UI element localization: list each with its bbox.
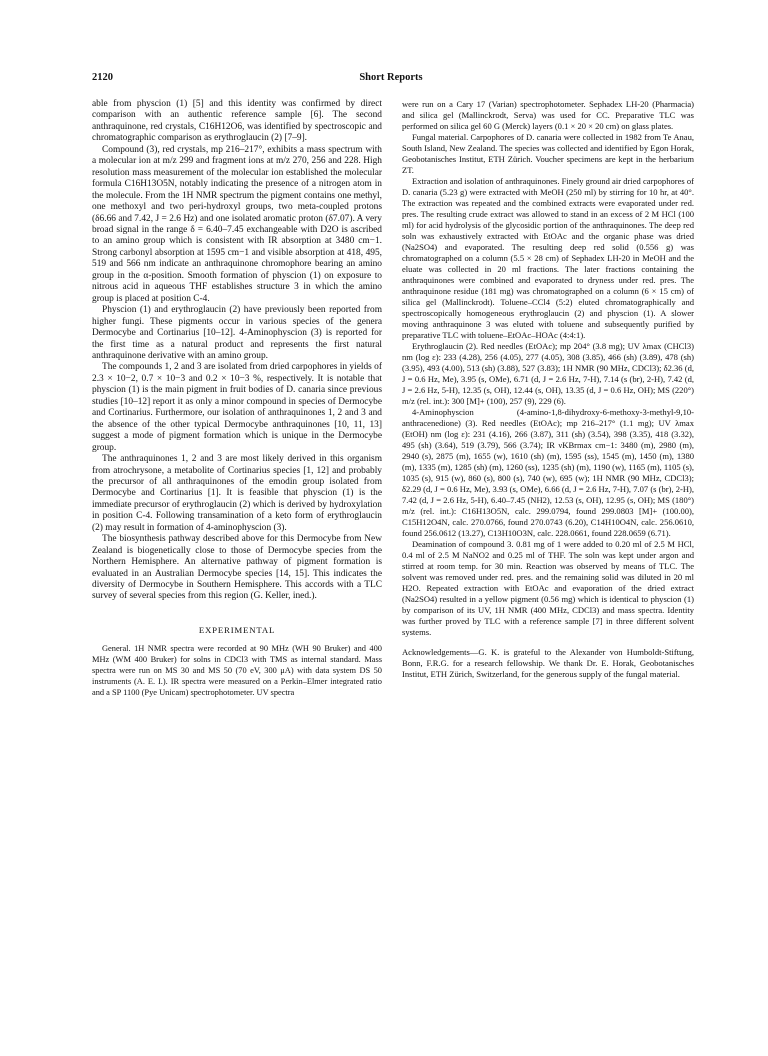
paragraph: The anthraquinones 1, 2 and 3 are most likely derived in this organism from atrochrysone, a metabolite of Cortinarius species [1, 12] and probably the precursor of all anthraquinones of the emodin group isolated from Dermocybe and Cortinarius [1]. It is feasible that physcion (1) is the immediate precursor of erythroglaucin (2) which is derived by hydroxylation in position C-4. Following transamination of a keto form of erythroglaucin (2) may result in formation of 4-aminophyscion (3). [92, 454, 382, 533]
right-column [402, 99, 694, 680]
paragraph: The biosynthesis pathway described above for this Dermocybe from New Zealand is biogenetically close to those of Dermocybe species from the Northern Hemisphere. An alternative pathway of pigment formation is evaluated in an Australian Dermocybe species [14, 15]. This indicates the diversity of Dermocybe in Southern Hemisphere. This accords with a TLC survey of several species from this region (G. Keller, ined.). [92, 534, 382, 602]
paragraph: Compound (3), red crystals, mp 216–217°, exhibits a mass spectrum with a molecular ion at m/z 299 and fragment ions at m/z 270, 256 and 228. High resolution mass measurement of the molecular ion established the molecular formula C16H13O5N, notably indicating the presence of a nitrogen atom in the molecule. From the 1H NMR spectrum the pigment contains one methyl, one methoxyl and two peri-hydroxyl groups, two meta-coupled protons (δ6.66 and 7.42, J = 2.6 Hz) and one isolated aromatic proton (δ7.07). A very broad signal in the range δ = 6.40–7.45 exchangeable with D2O is ascribed to an amino group which is consistent with IR absorption at 3480 cm−1. Strong carbonyl absorption at 1595 cm−1 and visible absorption at 418, 495, 519 and 566 nm indicate an anthraquinone chromophore bearing an amino group in the α-position. Smooth formation of physcion (1) on exposure to nitrous acid in aqueous THF establishes structure 3 in which the amino group is placed at position C-4. [92, 144, 382, 304]
page-number: 2120 [92, 72, 113, 83]
paragraph: General. 1H NMR spectra were recorded at 90 MHz (WH 90 Bruker) and 400 MHz (WM 400 Bruker) for solns in CDCl3 with TMS as internal standard. Mass spectra were run on MS 30 and MS 50 (70 eV, 300 μA) with data system DS 50 instruments (A. E. I.). IR spectra were measured on a Perkin–Elmer integrated ratio and a SP 1100 (Pye Unicam) spectrophotometer. UV spectra [92, 644, 382, 698]
paragraph: Fungal material. Carpophores of D. canaria were collected in 1982 from Te Anau, South Island, New Zealand. The species was collected and identified by Egon Horak, Geobotanisches Institut, ETH Zürich. Voucher specimens are kept in the herbarium ZT. [402, 132, 694, 175]
paragraph: Physcion (1) and erythroglaucin (2) have previously been reported from higher fungi. These pigments occur in various species of the genera Dermocybe and Cortinarius [10–12]. 4-Aminophyscion (3) is reported for the first time as a natural product and represents the first natural anthraquinone derivative with an amino group. [92, 305, 382, 361]
journal-section-title: Short Reports [359, 72, 423, 83]
paragraph: able from physcion (1) [5] and this identity was confirmed by direct comparison with an authentic reference sample [6]. The second anthraquinone, red crystals, C16H12O6, was identified by spectroscopic and chromatographic comparison as erythroglaucin (2) [7–9]. [92, 99, 382, 144]
paragraph: Erythroglaucin (2). Red needles (EtOAc); mp 204° (3.8 mg); UV λmax (CHCl3) nm (log ε): 233 (4.28), 256 (4.05), 277 (4.05), 308 (3.85), 466 (sh) (3.89), 478 (sh) (3.95), 493 (4.00), 513 (sh) (3.88), 527 (3.83); 1H NMR (90 MHz, CDCl3); δ2.36 (d, J = 0.6 Hz, Me), 3.95 (s, OMe), 6.71 (d, J = 2.6 Hz, 7-H), 7.14 (s (br), 2-H), 7.42 (d, J = 2.6 Hz, 5-H), 12.35 (s, OH), 12.44 (s, OH), 13.35 (d, J = 0.6 Hz, OH); MS (220°) m/z (rel. int.): 300 [M]+ (100), 257 (9), 229 (6). [402, 341, 694, 406]
paragraph: The compounds 1, 2 and 3 are isolated from dried carpophores in yields of 2.3 × 10−2, 0.7 × 10−3 and 0.2 × 10−3 %, respectively. It is notable that physcion (1) is the main pigment in fruit bodies of D. canaria since previous studies [10–12] report it as only a minor compound in species of Dermocybe and Cortinarius. Furthermore, our isolation of anthraquinones 1, 2 and 3 and the absence of the other typical Dermocybe anthraquinones [10, 11, 13] suggest a mode of pigment formation which is unique in the Dermocybe group. [92, 362, 382, 453]
section-heading-experimental: EXPERIMENTAL [198, 624, 276, 635]
page-header [92, 72, 690, 90]
paragraph: Extraction and isolation of anthraquinones. Finely ground air dried carpophores of D. canaria (5.23 g) were extracted with MeOH (250 ml) by stirring for 10 hr, at 40°. The extraction was repeated and the combined extracts were evaporated under red. pres. The resulting crude extract was allowed to stand in an excess of 2 M HCl (100 ml) for acid hydrolysis of the glycosidic portion of the anthraquinones. The deep red soln was exhaustively extracted with EtOAc and the organic phase was dried (Na2SO4) and evaporated. The resulting deep red solid (0.556 g) was chromatographed on a column (5.5 × 28 cm) of Sephadex LH-20 in MeOH and the eluate was collected in 20 ml fractions. The later fractions containing the anthraquinones were combined and evaporated to dryness under red. pres. The anthraquinone residue (181 mg) was chromatographed on a column (6 × 15 cm) of silica gel (Mallinckrodt). Toluene–CCl4 (5:2) eluted chromatographically and spectroscopically homogeneous erythroglaucin (2) and physcion (1). A slower moving anthraquinone 3 was eluted with toluene and subsequently purified by preparative TLC with toluene–EtOAc–HOAc (4:4:1). [402, 176, 694, 340]
paragraph: 4-Aminophyscion (4-amino-1,8-dihydroxy-6-methoxy-3-methyl-9,10-anthracenedione) (3). Red needles (EtOAc); mp 216–217° (1.1 mg); UV λmax (EtOH) nm (log ε): 231 (4.16), 266 (3.87), 311 (sh) (3.54), 398 (3.35), 418 (3.32), 495 (sh) (3.64), 519 (3.79), 566 (3.74); IR νKBrmax cm−1: 3480 (m), 2980 (m), 2940 (s), 2875 (m), 1655 (w), 1610 (sh) (m), 1595 (ss), 1545 (m), 1450 (m), 1380 (m), 1335 (m), 1285 (sh) (m), 1260 (ss), 1235 (sh) (m), 1190 (w), 1165 (m), 1105 (s), 1035 (s), 915 (w), 860 (s), 800 (s), 740 (w), 695 (w); 1H NMR (90 MHz, CDCl3); δ2.29 (d, J = 0.6 Hz, Me), 3.93 (s, OMe), 6.66 (d, J = 2.6 Hz, 7-H), 7.07 (s (br), 2-H), 7.42 (d, J = 2.6 Hz, 5-H), 6.40–7.45 (NH2), 12.53 (s, OH), 12.95 (s, OH); MS (180°) m/z (rel. int.): C16H13O5N, calc. 299.0794, found 299.0803 [M]+ (100.00), C15H12O4N, calc. 270.0766, found 270.0743 (6.20), C14H10O4N, calc. 256.0610, found 256.0612 (13.27), C13H10O3N, calc. 228.0661, found 228.0659 (6.71). [402, 407, 694, 538]
paragraph: were run on a Cary 17 (Varian) spectrophotometer. Sephadex LH-20 (Pharmacia) and silica gel (Mallinckrodt, Serva) was used for CC. Preparative TLC was performed on silica gel 60 G (Merck) layers (0.1 × 20 × 20 cm) on glass plates. [402, 99, 694, 131]
paragraph: Deamination of compound 3. 0.81 mg of 1 were added to 0.20 ml of 2.5 M HCl, 0.4 ml of 2.5 M NaNO2 and 0.25 ml of THF. The soln was kept under argon and stirred at room temp. for 30 min. Reaction was observed by means of TLC. The solvent was removed under red. pres. and the remaining solid was diluted in 20 ml H2O. Repeated extraction with EtOAc and evaporation of the dried extract (Na2SO4) resulted in a yellow pigment (0.56 mg) which is identical to physcion (1) by comparison of its UV, 1H NMR (400 MHz, CDCl3) and mass spectra. Identity was further proved by TLC with a reference sample [7] in three different solvent systems. [402, 539, 694, 637]
left-column [92, 99, 382, 699]
acknowledgements: Acknowledgements—G. K. is grateful to the Alexander von Humboldt-Stiftung, Bonn, F.R.G. for a research fellowship. We thank Dr. E. Horak, Geobotanisches Institut, ETH Zürich, Switzerland, for the generous supply of the fungal material. [402, 647, 694, 679]
